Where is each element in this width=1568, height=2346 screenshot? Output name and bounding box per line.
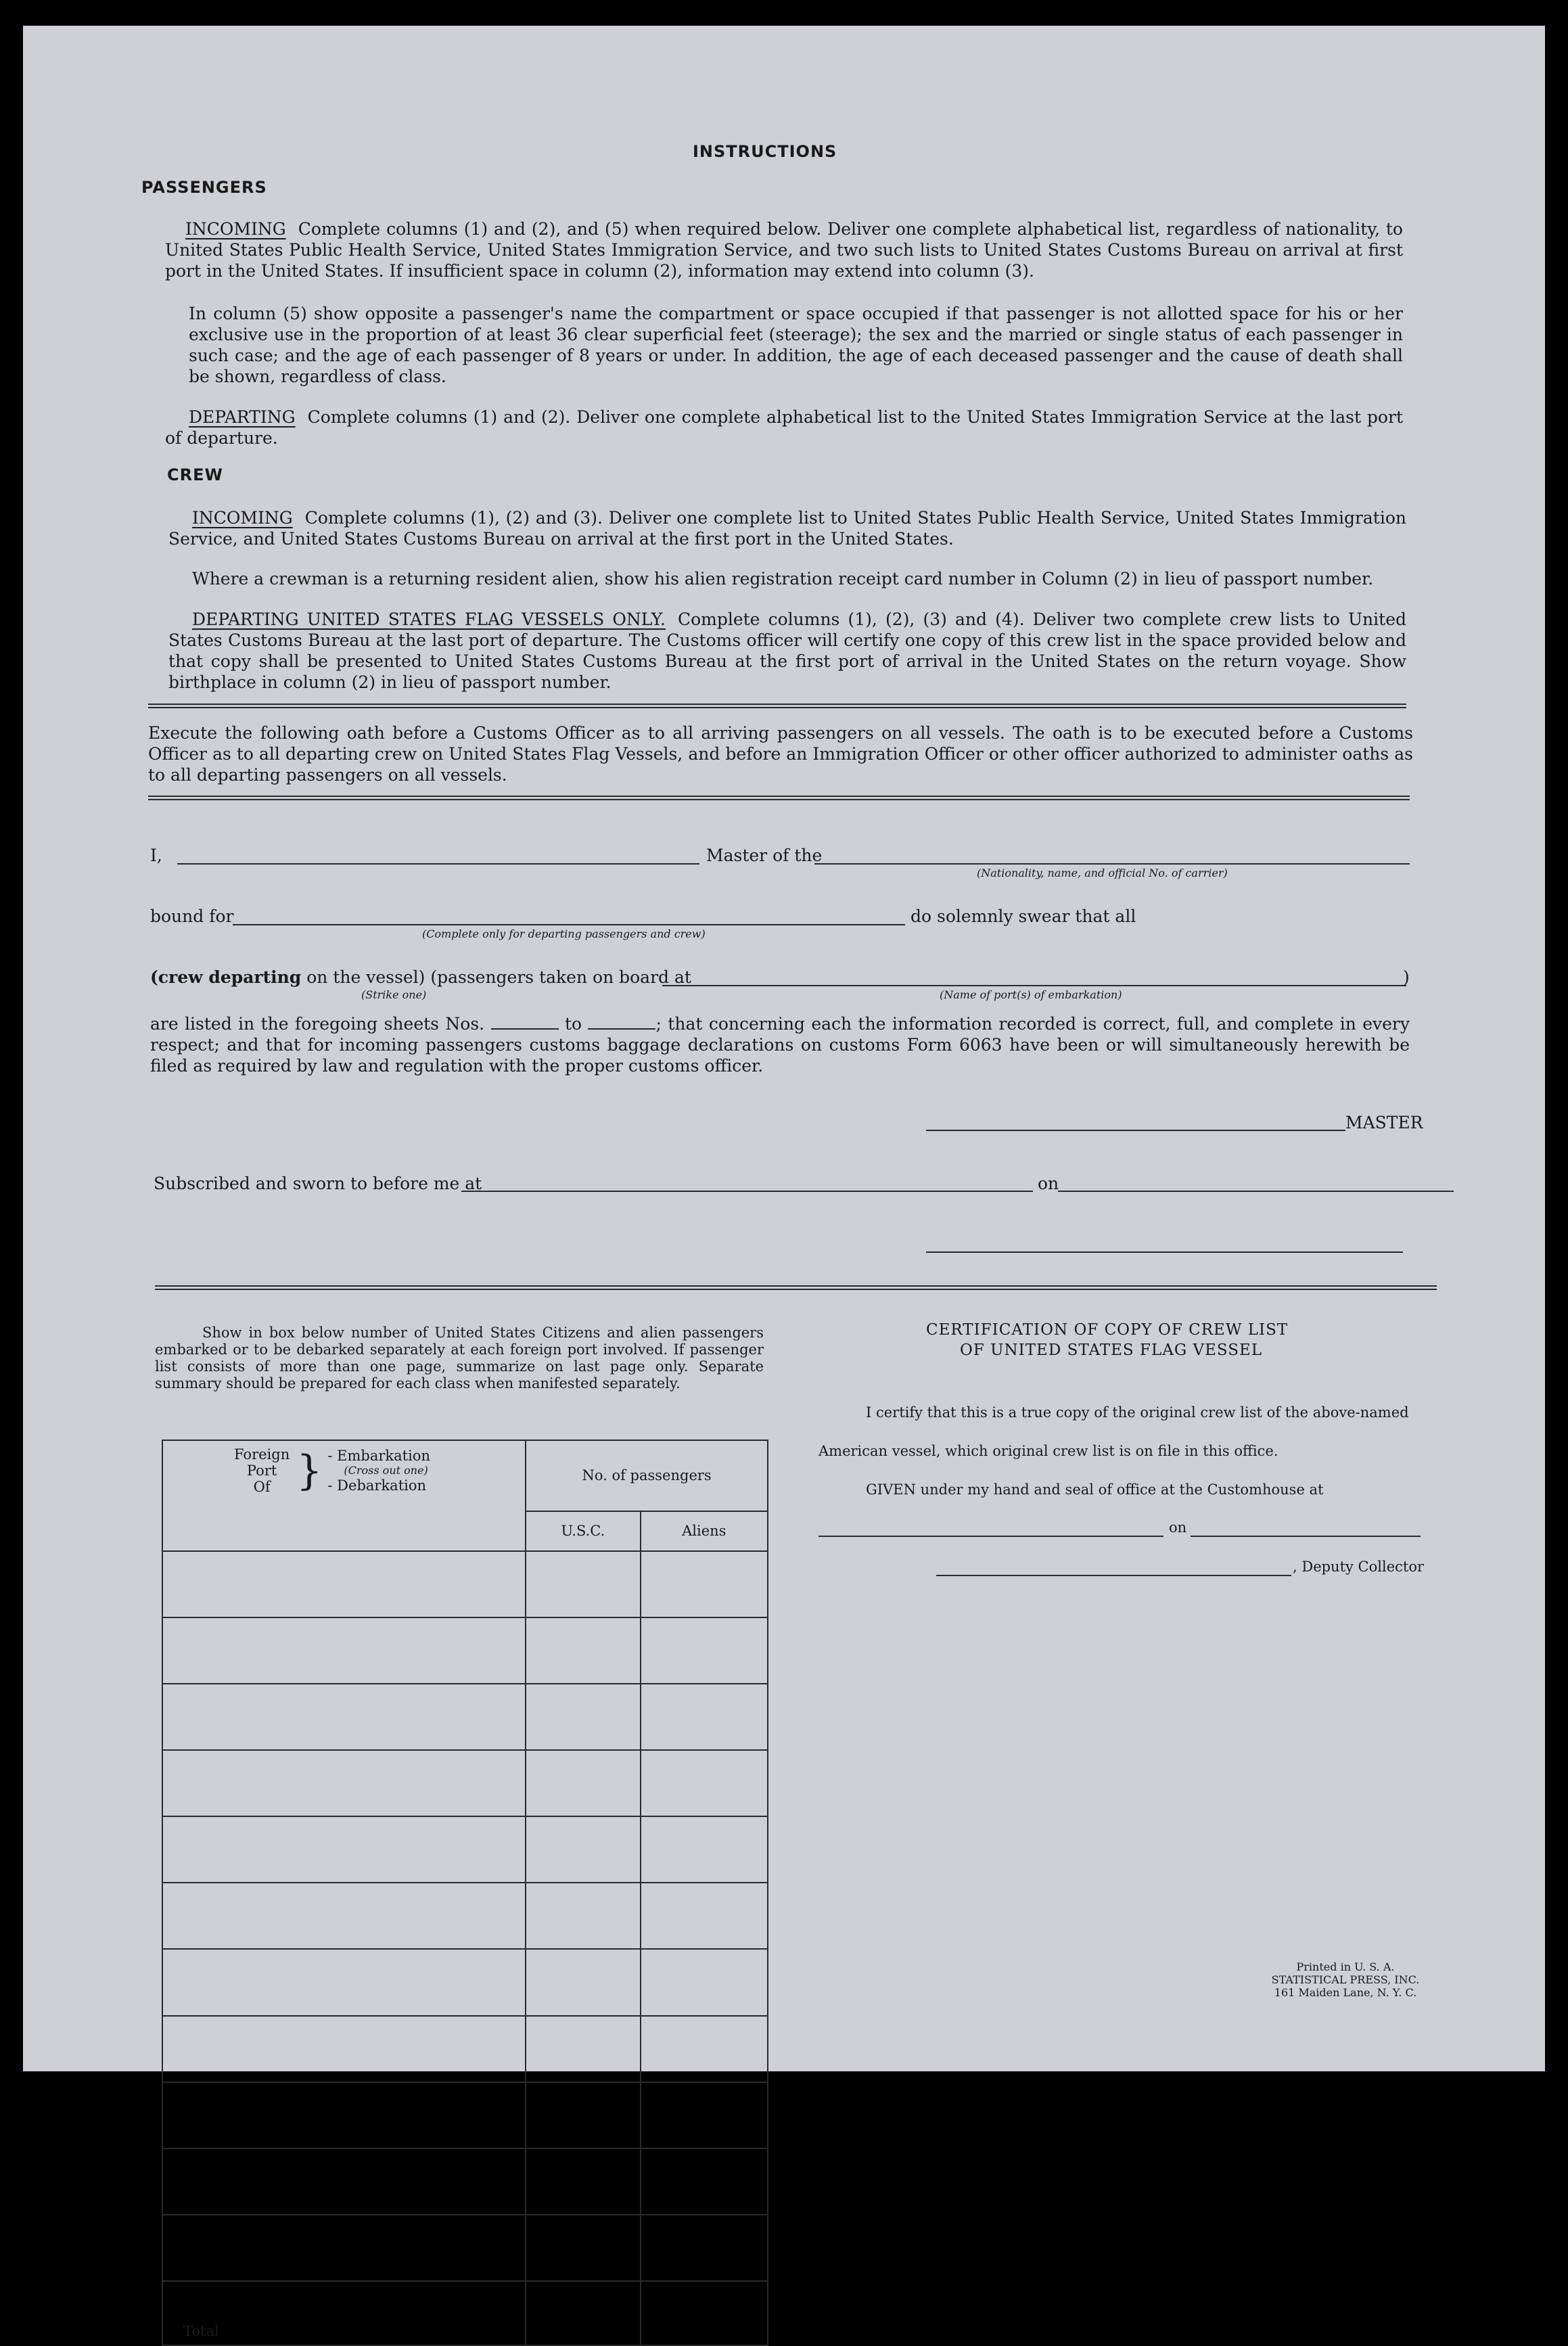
- oath-bottom-divider: [155, 1285, 1437, 1290]
- aliens-cell[interactable]: [641, 2148, 768, 2215]
- form-sheet: [23, 26, 1545, 2339]
- port-label: Port: [246, 1463, 277, 1479]
- summary-instructions: Show in box below number of United States Citizens and alien passengers embarked or to be debarked separately at each foreign port involved. If passenger list consists of more than one page, summarize on last page only. Separate summary should be prepared for each class when manifested separately.: [155, 1325, 764, 1392]
- master-label: MASTER: [1345, 1113, 1423, 1132]
- officer-signature-field[interactable]: [926, 1251, 1403, 1253]
- subscribed-label: Subscribed and sworn to before me at: [154, 1174, 482, 1193]
- usc-cell[interactable]: [526, 1816, 640, 1883]
- certification-title-1: CERTIFICATION OF COPY OF CREW LIST: [926, 1321, 1289, 1339]
- passengers-departing-label: DEPARTING: [189, 407, 296, 427]
- usc-cell[interactable]: [526, 1750, 640, 1816]
- foreign-label: Foreign: [234, 1446, 290, 1463]
- imprint-line-1: Printed in U. S. A.: [1296, 1960, 1395, 1973]
- cross-out-caption: (Cross out one): [344, 1464, 428, 1477]
- crew-departing-label: DEPARTING UNITED STATES FLAG VESSELS ONLY.: [192, 610, 666, 629]
- port-cell[interactable]: [162, 1816, 526, 1883]
- sworn-place-field[interactable]: [461, 1191, 1033, 1192]
- crew-heading: CREW: [167, 465, 223, 484]
- port-cell[interactable]: [162, 2016, 526, 2082]
- oath-i-label: I,: [150, 846, 162, 865]
- crew-incoming-text: Complete columns (1), (2) and (3). Deliver one complete list to United States Public Health Service, United States Immigration Service, and United States Customs Bureau on arrival at the first port in the United States.: [168, 508, 1406, 549]
- foreign-port-header: [162, 1440, 526, 1551]
- sworn-date-field[interactable]: [1058, 1191, 1454, 1192]
- printer-imprint: [1214, 1960, 1477, 1999]
- instructions-title: INSTRUCTIONS: [693, 142, 837, 161]
- customhouse-field[interactable]: [818, 1536, 1163, 1537]
- aliens-cell[interactable]: [641, 2016, 768, 2082]
- aliens-cell[interactable]: [641, 1684, 768, 1750]
- close-paren: ): [1403, 967, 1410, 987]
- usc-cell[interactable]: [526, 1684, 640, 1750]
- certification-date-field[interactable]: [1191, 1536, 1421, 1537]
- passengers-column5-paragraph: In column (5) show opposite a passenger's name the compartment or space occupied if that passenger is not allotted space for his or her exclusive use in the proportion of at least 36 clear superficial feet (steerage); the sex and the married or single status of each passenger in such case; and the age of each passenger of 8 years or under. In addition, the age of each deceased passenger and the cause of death shall be shown, regardless of class.: [189, 304, 1403, 386]
- strike-one-caption: (Strike one): [361, 988, 427, 1001]
- port-cell[interactable]: [162, 1684, 526, 1750]
- usc-cell[interactable]: [526, 2082, 640, 2148]
- embarkation-port-field[interactable]: [662, 985, 1406, 986]
- aliens-cell[interactable]: [641, 2082, 768, 2148]
- nationality-caption: (Nationality, name, and official No. of carrier): [977, 867, 1228, 879]
- aliens-cell[interactable]: [641, 1883, 768, 1949]
- crew-passengers-line: [150, 967, 691, 987]
- port-cell[interactable]: [162, 2215, 526, 2281]
- sheet-from-field[interactable]: [491, 1015, 559, 1030]
- crew-departing-option: (crew departing: [150, 967, 302, 987]
- deputy-signature-field[interactable]: [936, 1575, 1291, 1576]
- usc-cell[interactable]: [526, 1617, 640, 1684]
- port-cell[interactable]: [162, 1949, 526, 2015]
- oath-divider: [148, 796, 1410, 800]
- passengers-incoming-paragraph: [165, 218, 1403, 281]
- passenger-summary-table: [162, 1440, 768, 2346]
- destination-field[interactable]: [233, 924, 905, 925]
- aliens-cell[interactable]: [641, 1816, 768, 1883]
- passengers-departing-paragraph: [165, 407, 1403, 448]
- certification-on-label: on: [1169, 1519, 1187, 1536]
- bound-for-label: bound for: [150, 906, 234, 926]
- total-label: Total: [162, 2281, 526, 2345]
- imprint-line-3: 161 Maiden Lane, N. Y. C.: [1274, 1986, 1417, 1999]
- aliens-cell[interactable]: [641, 1949, 768, 2015]
- solemnly-swear-label: do solemnly swear that all: [910, 906, 1136, 926]
- master-name-field[interactable]: [177, 863, 699, 865]
- complete-only-caption: (Complete only for departing passengers and crew): [422, 927, 706, 940]
- listed-prefix: are listed in the foregoing sheets Nos.: [150, 1014, 485, 1034]
- crew-departing-paragraph: [168, 609, 1406, 693]
- passengers-incoming-text: Complete columns (1) and (2), and (5) when required below. Deliver one complete alphabetical list, regardless of nationality, to United States Public Health Service, United States Immigration Service, and two such lists to United States Customs Bureau on arrival at first port in the United States. If insufficient space in column (2), information may extend into column (3).: [165, 219, 1403, 281]
- sworn-on-label: on: [1038, 1174, 1059, 1193]
- to-label: to: [564, 1014, 582, 1034]
- carrier-field[interactable]: [814, 863, 1410, 865]
- crew-incoming-paragraph: [168, 507, 1406, 549]
- port-cell[interactable]: [162, 2148, 526, 2215]
- usc-cell[interactable]: [526, 2016, 640, 2082]
- on-the-vessel-text: on the vessel): [306, 967, 425, 987]
- master-of-the-label: Master of the: [706, 846, 823, 865]
- usc-cell[interactable]: [526, 2148, 640, 2215]
- instructions-divider: [148, 704, 1406, 708]
- listed-sheets-paragraph: [150, 1013, 1410, 1076]
- passengers-incoming-label: INCOMING: [185, 219, 286, 239]
- usc-header: U.S.C.: [526, 1511, 640, 1551]
- oath-intro: Execute the following oath before a Customs Officer as to all arriving passengers on all vessels. The oath is to be executed before a Customs Officer as to all departing crew on United States Flag Vessels, and before an Immigration Officer or other officer authorized to administer oaths as to all departing passengers on all vessels.: [148, 723, 1413, 785]
- of-label: Of: [253, 1479, 271, 1495]
- port-cell[interactable]: [162, 1883, 526, 1949]
- aliens-header: Aliens: [641, 1511, 768, 1551]
- listed-suffix: ; that concerning each the information recorded is correct, full, and complete in every respect; and that for incoming passengers customs baggage declarations on customs Form 6063 have been or will simultaneously herewith be filed as required by law and regulation with the proper customs officer.: [150, 1014, 1410, 1076]
- aliens-cell[interactable]: [641, 1750, 768, 1816]
- given-line: GIVEN under my hand and seal of office at the Customhouse at: [866, 1481, 1324, 1498]
- crew-incoming-label: INCOMING: [192, 508, 293, 528]
- usc-cell[interactable]: [526, 1883, 640, 1949]
- no-of-passengers-header: No. of passengers: [526, 1440, 768, 1511]
- certify-line-2: American vessel, which original crew list is on file in this office.: [818, 1443, 1278, 1459]
- debarkation-label: - Debarkation: [327, 1477, 427, 1494]
- master-signature-field[interactable]: [926, 1130, 1345, 1131]
- port-cell[interactable]: [162, 1750, 526, 1816]
- usc-cell[interactable]: [526, 1949, 640, 2015]
- port-cell[interactable]: [162, 1617, 526, 1684]
- usc-cell[interactable]: [526, 2215, 640, 2281]
- embarkation-label: - Embarkation: [327, 1448, 430, 1464]
- crew-departing-text: Complete columns (1), (2), (3) and (4). Deliver two complete crew lists to United States Customs Bureau at the last port of departure. The Customs officer will certify one copy of this crew list in the space provided below and that copy shall be presented to United States Customs Bureau at the first port of arrival in the United States on the return voyage. Show birthplace in column (2) in lieu of passport number.: [168, 610, 1406, 692]
- imprint-line-2: STATISTICAL PRESS, INC.: [1271, 1973, 1420, 1986]
- port-cell[interactable]: [162, 1551, 526, 1617]
- port-caption: (Name of port(s) of embarkation): [940, 988, 1122, 1001]
- crew-resident-paragraph: Where a crewman is a returning resident alien, show his alien registration receipt card number in Column (2) in lieu of passport number.: [192, 569, 1374, 589]
- aliens-cell[interactable]: [641, 2215, 768, 2281]
- sheet-to-field[interactable]: [588, 1015, 655, 1030]
- deputy-collector-label: , Deputy Collector: [1293, 1559, 1425, 1575]
- usc-total-cell[interactable]: [526, 2281, 640, 2345]
- aliens-cell[interactable]: [641, 1551, 768, 1617]
- port-cell[interactable]: [162, 2082, 526, 2148]
- passengers-departing-text: Complete columns (1) and (2). Deliver one complete alphabetical list to the United States Immigration Service at the last port of departure.: [165, 407, 1403, 448]
- aliens-total-cell[interactable]: [641, 2281, 768, 2345]
- usc-cell[interactable]: [526, 1551, 640, 1617]
- brace-icon: }: [296, 1447, 323, 1494]
- certify-line-1: I certify that this is a true copy of the original crew list of the above-named: [866, 1404, 1409, 1421]
- passengers-taken-option: (passengers taken on board at: [430, 967, 691, 987]
- aliens-cell[interactable]: [641, 1617, 768, 1684]
- passengers-heading: PASSENGERS: [141, 178, 267, 197]
- certification-title-2: OF UNITED STATES FLAG VESSEL: [960, 1341, 1263, 1359]
